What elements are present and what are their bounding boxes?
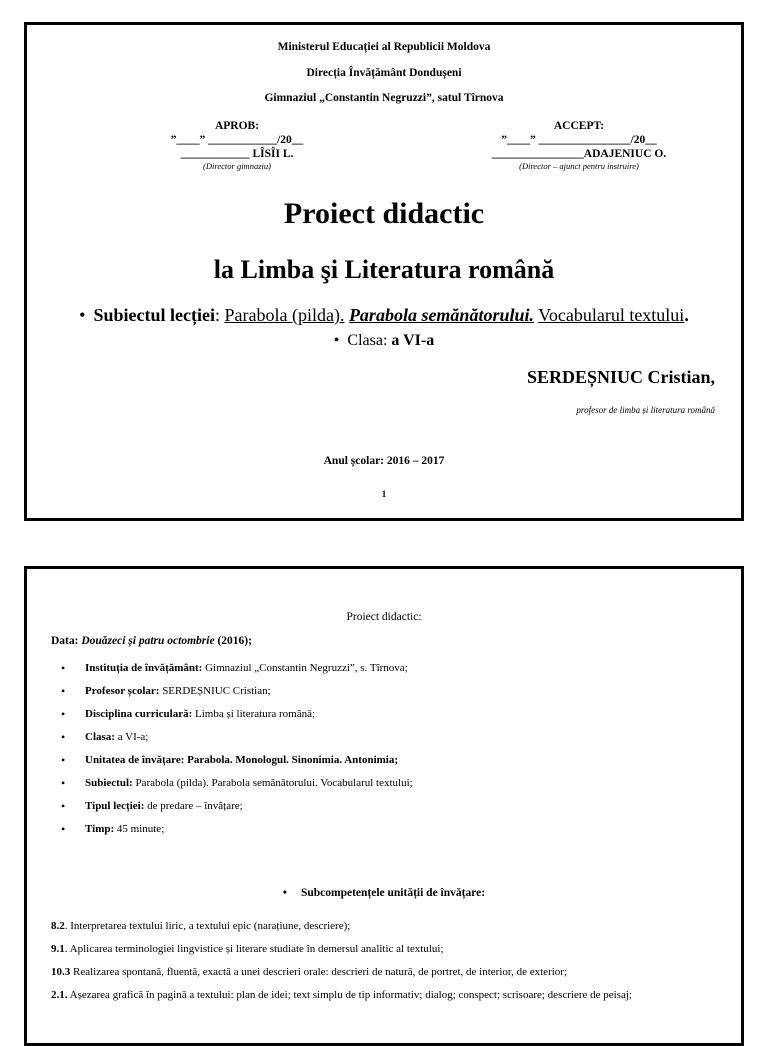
subject-label: Subiectul lecției (93, 305, 215, 325)
info-value: 45 minute; (114, 823, 165, 835)
subject-separator: : (214, 305, 220, 325)
page-number: 1 (381, 489, 387, 499)
list-item (85, 657, 413, 680)
subcompetence-code: 8.2 (51, 920, 65, 932)
info-value: SERDEȘNIUC Cristian; (159, 685, 271, 697)
bullet-icon (79, 305, 93, 325)
date-label: Data: (51, 635, 82, 647)
info-label: Unitatea de învățare: Parabola. Monologul. Sinonimia. Antonimia; (85, 754, 399, 766)
aprob-label: APROB: (214, 120, 260, 132)
info-value: Limba și literatura română; (192, 708, 316, 720)
info-label: Instituția de învățământ: (85, 662, 203, 674)
ministry-heading: Ministerul Educației al Republicii Moldova (277, 41, 491, 53)
accept-date-line: ”____” ________________/20__ (501, 134, 657, 146)
info-value: Gimnaziul „Constantin Negruzzi”, s. Tîrnova; (202, 662, 408, 674)
author-role: profesor de limba și literatura română (576, 405, 715, 415)
list-item (85, 795, 413, 818)
list-item (85, 818, 413, 841)
info-label: Timp: (85, 823, 115, 835)
accept-label: ACCEPT: (553, 120, 605, 132)
class-value: a VI-a (391, 332, 435, 349)
subcompetence-text: . Aplicarea terminologiei lingvistice și literare studiate în demersul analitic al textului; (64, 943, 444, 955)
date-value: Douăzeci și patru octombrie (81, 635, 215, 647)
info-value: a VI-a; (114, 731, 149, 743)
direction-heading: Direcția Învățământ Dondușeni (306, 67, 462, 79)
list-item (51, 938, 717, 961)
document-page-2 (24, 566, 744, 1046)
list-item (85, 680, 413, 703)
subject-part-1: Parabola (pilda). (224, 305, 345, 325)
list-item (51, 961, 717, 984)
info-value: Parabola (pilda). Parabola semănătorului. Vocabularul textului; (132, 777, 413, 789)
document-page-1 (24, 22, 744, 521)
info-value: de predare – învățare; (144, 800, 243, 812)
author-name: SERDEȘNIUC Cristian, (526, 367, 715, 387)
subject-part-3: Vocabularul textului (538, 305, 685, 325)
subject-part-2: Parabola semănătorului. (348, 305, 534, 325)
school-heading: Gimnaziul „Constantin Negruzzi”, satul Tîrnova (264, 92, 504, 104)
aprob-role: (Director gimnaziu) (203, 161, 271, 171)
aprob-block (117, 119, 357, 172)
aprob-date-line: ”____” ____________/20__ (170, 134, 304, 146)
subcompetence-code: 9.1 (51, 943, 65, 955)
school-year: Anul școlar: 2016 – 2017 (323, 455, 445, 467)
accept-role: (Director – ajunct pentru instruire) (519, 161, 639, 171)
subcompetences-list (51, 915, 717, 1007)
list-item (51, 915, 717, 938)
date-year: (2016); (214, 635, 252, 647)
info-label: Disciplina curriculară: (85, 708, 193, 720)
bullet-icon (334, 332, 348, 349)
info-label: Clasa: (85, 731, 115, 743)
list-item (85, 703, 413, 726)
subcompetence-text: Realizarea spontană, fluentă, exactă a unei descrieri orale: descrieri de natură, de portret, de interior, de exterior; (70, 966, 568, 978)
list-item (51, 984, 717, 1007)
subcompetences-heading: • Subcompetențele unității de învățare: (27, 887, 741, 899)
info-label: Tipul lecției: (85, 800, 145, 812)
list-item (85, 726, 413, 749)
document-title: Proiect didactic (283, 197, 485, 230)
lesson-subject-line (27, 305, 741, 326)
list-item (85, 772, 413, 795)
subcompetence-text: Așezarea grafică în pagină a textului: plan de idei; text simplu de tip informativ; dialog; conspect; scrisoare; descriere de peisaj; (67, 989, 632, 1001)
subcompetence-code: 10.3 (51, 966, 71, 978)
list-item (85, 749, 413, 772)
subcompetence-text: . Interpretarea textului liric, a textului epic (narațiune, descriere); (64, 920, 351, 932)
accept-name-line: ________________ADAJENIUC O. (491, 148, 667, 160)
lesson-info-list (51, 657, 413, 841)
subcompetence-code: 2.1. (51, 989, 68, 1001)
class-label: Clasa: (347, 332, 392, 349)
lesson-date (51, 635, 252, 647)
class-line (27, 332, 741, 350)
info-label: Subiectul: (85, 777, 133, 789)
aprob-name-line: ____________ LÎSÎI L. (180, 148, 294, 160)
page2-title: Proiect didactic: (346, 611, 422, 623)
document-subtitle: la Limba şi Literatura română (213, 255, 555, 284)
subject-end: . (684, 305, 689, 325)
accept-block (459, 119, 699, 172)
info-label: Profesor școlar: (85, 685, 160, 697)
